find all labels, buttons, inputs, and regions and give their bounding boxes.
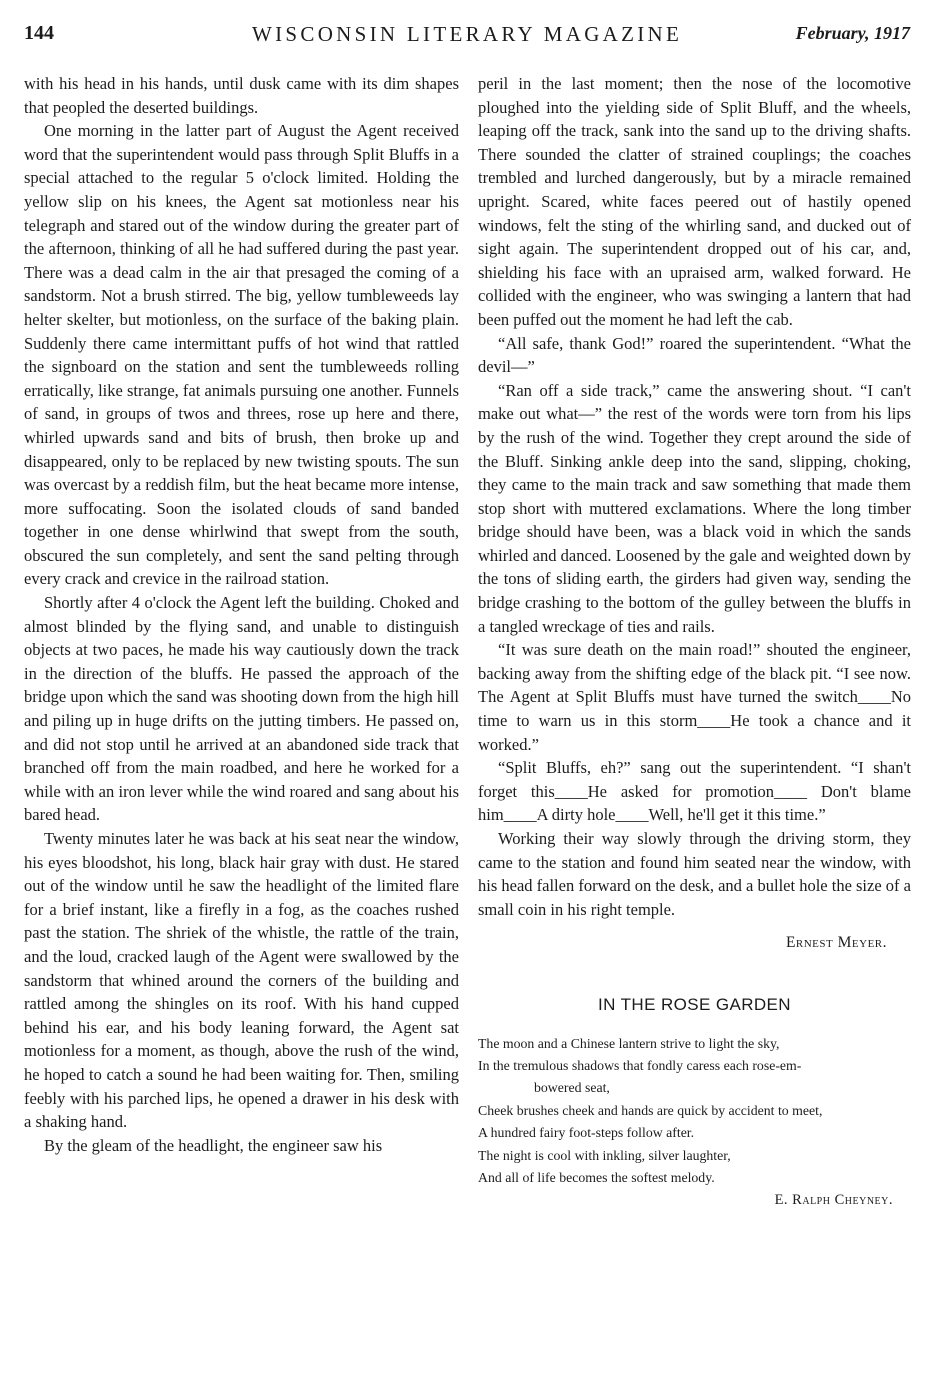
paragraph: with his head in his hands, until dusk came with its dim shapes that peopled the deserted buildings.: [24, 74, 459, 117]
poem-line: Cheek brushes cheek and hands are quick by accident to meet,: [478, 1102, 823, 1118]
paragraph: One morning in the latter part of August the Agent received word that the superintendent would pass through Split Bluffs in a special attached to the regular 5 o'clock limited. Holding the yellow slip on his knees, the Agent sat motionless near his telegraph and stared out of the window during the greater part of the afternoon, thinking of all he had suffered during the past year. There was a dead calm in the air that presaged the coming of a sandstorm. Not a brush stirred. The big, yellow tumbleweeds lay helter skelter, but motionless, on the surface of the baking plain. Suddenly there came intermittant puffs of hot wind that rattled the signboard on the station and sent the tumbleweeds rolling erratically, like strange, fat animals pursuing one another. Funnels of sand, in groups of twos and threes, rose up here and there, whirled upwards sand and bits of brush, then broke up and disappeared, only to be replaced by new twisting spouts. The sun was overcast by a reddish film, but the heat became more intense, more suffocating. Soon the isolated clouds of sand banded together in one dense whirlwind that swept from the south, obscured the sun completely, and sent the sand pelting through every crack and crevice in the railroad station.: [24, 121, 459, 589]
paragraph: “Split Bluffs, eh?” sang out the superintendent. “I shan't forget this____He asked for promotion____ Don't blame him____A dirty hole____Well, he'll get it this time.”: [478, 758, 911, 825]
magazine-title: WISCONSIN LITERARY MAGAZINE: [252, 22, 683, 46]
paragraph: Twenty minutes later he was back at his seat near the window, his eyes bloodshot, his long, black hair gray with dust. He stared out of the window until he saw the headlight of the limited flare for a brief instant, like a firefly in a fog, as the coaches rushed past the station. The shriek of the whistle, the rattle of the train, and the loud, cracked laugh of the Agent were swallowed by the sandstorm that whined around the corners of the building and rattled among the shingles on its roof. With his hand cupped behind his ear, and his body leaning forward, the Agent sat motionless for a moment, as though, above the rush of the wind, he hoped to catch a sound he had been waiting for. Then, smiling feebly with his parched lips, he opened a drawer in his desk with a shaking hand.: [24, 829, 459, 1132]
paragraph: “Ran off a side track,” came the answering shout. “I can't make out what—” the rest of the words were torn from his lips by the rush of the wind. Together they crept around the side of the Bluff. Sinking ankle deep into the sand, slipping, choking, they came to the main track and saw something that made them stop short with muttered exclamations. Where the long timber bridge should have been, was a black void in which the sands whirled and danced. Loosened by the gale and weighted down by the tons of sliding earth, the girders had given way, sending the bridge crashing to the bottom of the gulley between the bluffs in a tangled wreckage of ties and rails.: [478, 380, 911, 636]
paragraph: “All safe, thank God!” roared the superintendent. “What the devil—”: [478, 333, 911, 377]
paragraph: “It was sure death on the main road!” shouted the engineer, backing away from the shifting edge of the black pit. “I see now. The Agent at Split Bluffs must have turned the switch____No time to warn us in this storm____He took a chance and it worked.”: [478, 640, 911, 754]
paragraph: peril in the last moment; then the nose of the locomotive ploughed into the yielding side of Split Bluff, and the wheels, leaping off the track, sank into the sand up to the driving shafts. There sounded the clatter of strained couplings; the coaches trembled and lurched dangerously, but by a miracle remained upright. Scared, white faces peered out of hastily opened windows, felt the sting of the whirling sand, and ducked out of sight again. The superintendent dropped out of his car, and, shielding his face with an upraised arm, walked forward. He collided with the engineer, who was swinging a lantern that had been puffed out the moment he had left the cab.: [478, 74, 911, 329]
poem-line: And all of life becomes the softest melody.: [478, 1170, 715, 1185]
left-column: [24, 72, 459, 1157]
poem-line: In the tremulous shadows that fondly caress each rose-em-: [478, 1057, 802, 1073]
poem: [478, 1033, 911, 1190]
poem-line: The night is cool with inkling, silver laughter,: [478, 1147, 731, 1163]
paragraph: Shortly after 4 o'clock the Agent left the building. Choked and almost blinded by the flying sand, and unable to distinguish objects at two paces, he made his way cautiously down the track in the direction of the bluffs. He passed the approach of the bridge upon which the sand was shooting down from the high hill and piling up in huge drifts on the jutting timbers. He passed on, and did not stop until he arrived at an abandoned side track that branched off from the main roadbed, and here he worked for a while with an iron lever while the wind roared and sang about his bared head.: [24, 593, 459, 825]
poem-line: A hundred fairy foot-steps follow after.: [478, 1125, 695, 1141]
issue-date: February, 1917: [795, 23, 910, 43]
poem-author: E. Ralph Cheyney.: [774, 1192, 893, 1209]
paragraph: By the gleam of the headlight, the engineer saw his: [44, 1135, 383, 1155]
poem-line: The moon and a Chinese lantern strive to light the sky,: [478, 1035, 780, 1051]
story-author: Ernest Meyer.: [785, 934, 887, 952]
page-header: [24, 22, 910, 52]
page-number: 144: [24, 22, 54, 44]
right-column: [478, 72, 911, 1213]
poem-line: bowered seat,: [534, 1080, 610, 1096]
paragraph: Working their way slowly through the driving storm, they came to the station and found him seated near the window, with his head fallen forward on the desk, and a bullet hole the size of a small coin in his right temple.: [478, 829, 911, 919]
poem-title: IN THE ROSE GARDEN: [598, 994, 791, 1014]
